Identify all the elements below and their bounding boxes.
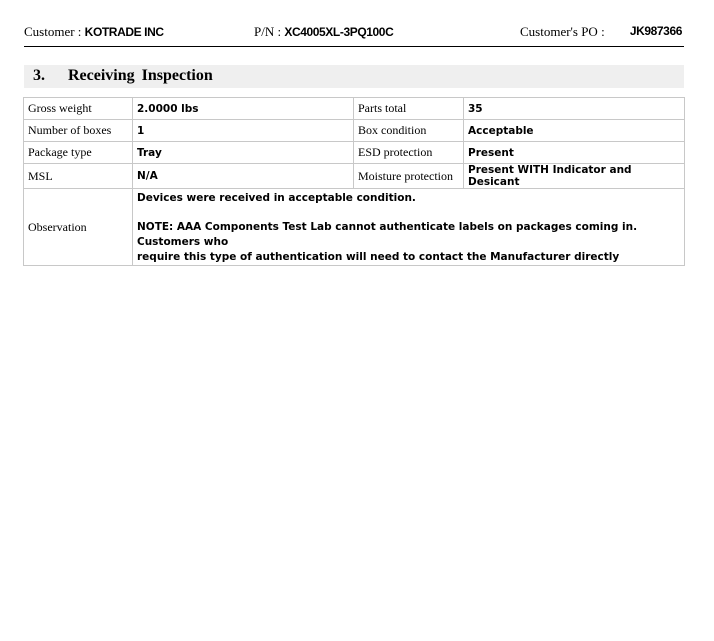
table-row (24, 164, 685, 189)
observation-label: Observation (24, 189, 133, 266)
receiving-inspection-table (23, 97, 685, 266)
box-condition-value: Acceptable (464, 120, 685, 142)
moisture-protection-value: Present WITH Indicator and Desicant (464, 164, 685, 189)
moisture-protection-label: Moisture protection (354, 164, 464, 189)
section-number: 3. (33, 67, 45, 84)
part-number-label: P/N : (254, 24, 282, 39)
esd-protection-value: Present (464, 142, 685, 164)
observation-spacer (137, 206, 680, 220)
customer-value: KOTRADE INC (84, 25, 164, 39)
part-number-field (254, 24, 393, 40)
number-of-boxes-value: 1 (133, 120, 354, 142)
number-of-boxes-label: Number of boxes (24, 120, 133, 142)
parts-total-value: 35 (464, 98, 685, 120)
table-row (24, 142, 685, 164)
customer-po-label: Customer's PO : (520, 24, 605, 39)
package-type-value: Tray (133, 142, 354, 164)
section-title: Receiving Inspection (68, 67, 213, 84)
customer-field (24, 24, 164, 40)
observation-note-line: require this type of authentication will need to contact the Manufacturer directly (137, 251, 620, 263)
esd-protection-label: ESD protection (354, 142, 464, 164)
gross-weight-label: Gross weight (24, 98, 133, 120)
box-condition-label: Box condition (354, 120, 464, 142)
observation-line: Devices were received in acceptable condition. (137, 192, 416, 204)
table-row (24, 98, 685, 120)
section-heading (24, 65, 684, 88)
table-row (24, 120, 685, 142)
customer-po-value: JK987366 (629, 24, 682, 38)
package-type-label: Package type (24, 142, 133, 164)
customer-label: Customer : (24, 24, 82, 39)
observation-note-line: NOTE: AAA Components Test Lab cannot authenticate labels on packages coming in. Customers who (137, 221, 638, 248)
part-number-value: XC4005XL-3PQ100C (284, 25, 394, 39)
gross-weight-value: 2.0000 lbs (133, 98, 354, 120)
observation-value (133, 189, 685, 266)
msl-label: MSL (24, 164, 133, 189)
document-header (24, 22, 684, 47)
parts-total-label: Parts total (354, 98, 464, 120)
msl-value: N/A (133, 164, 354, 189)
table-row (24, 189, 685, 266)
